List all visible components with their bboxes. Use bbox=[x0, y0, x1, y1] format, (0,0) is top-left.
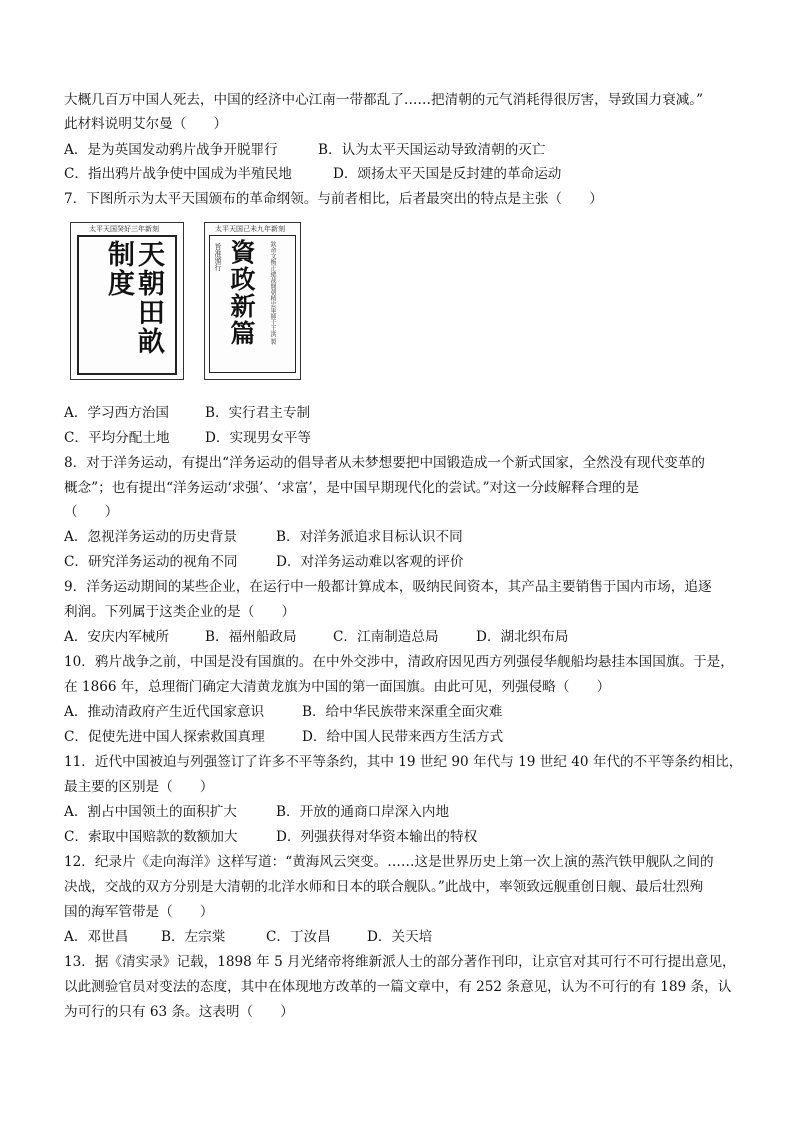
q11-option-a: A．割占中国领土的面积扩大 bbox=[64, 804, 237, 820]
q12-line2: 决战，交战的双方分别是大清朝的北洋水师和日本的联合舰队。”此战中，率领致远舰重创日舰、最后壮烈殉 bbox=[64, 879, 704, 895]
q11-option-b: B．开放的通商口岸深入内地 bbox=[276, 804, 450, 820]
q8-option-d: D．对洋务运动难以客观的评价 bbox=[276, 554, 464, 570]
q11-line2: 最主要的区别是（ ） bbox=[64, 779, 214, 795]
q12-line3: 国的海军管带是（ ） bbox=[64, 904, 214, 920]
q12-option-c: C．丁汝昌 bbox=[266, 929, 331, 945]
q12-option-b: B．左宗棠 bbox=[161, 929, 226, 945]
q9-line1: 9．洋务运动期间的某些企业，在运行中一般都计算成本，吸纳民间资本，其产品主要销售于国内市场，追逐 bbox=[64, 579, 712, 595]
book2-header: 太平天国己未九年新刻 bbox=[215, 225, 285, 233]
q8-option-a: A．忽视洋务运动的历史背景 bbox=[64, 529, 237, 545]
q8-line2: 概念”；也有提出“洋务运动‘求强’、‘求富’，是中国早期现代化的尝试。”对这一分歧解释合理的是 bbox=[64, 480, 640, 496]
q10-line1: 10．鸦片战争之前，中国是没有国旗的。在中外交涉中，清政府因见西方列强侵华舰船均悬挂本国国旗。于是， bbox=[64, 654, 734, 670]
book2-side-long-text: 欽命文衡正總裁開朝精忠軍師干王洪 製 bbox=[269, 241, 276, 345]
q12-line1: 12．纪录片《走向海洋》这样写道：“黄海风云突变。……这是世界历史上第一次上演的蒸汽铁甲舰队之间的 bbox=[64, 854, 714, 870]
q13-line2: 以此测验官员对变法的态度，其中在体现地方改革的一篇文章中，有 252 条意见，认为不可行的有 189 条，认 bbox=[64, 979, 732, 995]
book-cover-tianchao bbox=[70, 222, 184, 380]
q8-line3: （ ） bbox=[64, 504, 119, 520]
book2-title: 資政新篇 bbox=[227, 239, 256, 347]
q7-option-b: B．实行君主专制 bbox=[205, 405, 311, 421]
q11-option-c: C．索取中国赔款的数额加大 bbox=[64, 829, 238, 845]
q10-option-c: C．促使先进中国人探索救国真理 bbox=[64, 729, 265, 745]
q6-option-c: C．指出鸦片战争使中国成为半殖民地 bbox=[64, 166, 292, 182]
q6-line2: 此材料说明艾尔曼（ ） bbox=[64, 116, 228, 132]
book-cover-zizheng bbox=[204, 222, 301, 380]
q6-line1: 大概几百万中国人死去，中国的经济中心江南一带都乱了……把清朝的元气消耗得很厉害，导致国力衰减。” bbox=[64, 92, 704, 108]
book2-side-text: 旨准頒行 bbox=[214, 243, 222, 271]
q7-option-d: D．实现男女平等 bbox=[205, 430, 312, 446]
q6-option-a: A．是为英国发动鸦片战争开脱罪行 bbox=[64, 142, 278, 158]
q13-line1: 13．据《清实录》记载，1898 年 5 月光绪帝将维新派人士的部分著作刊印，让京官对其可行不可行提出意见， bbox=[64, 954, 736, 970]
book1-header: 太平天国癸好三年新刻 bbox=[89, 225, 159, 233]
q9-option-a: A．安庆内军械所 bbox=[64, 629, 169, 645]
q8-line1: 8．对于洋务运动，有提出“洋务运动的倡导者从未梦想要把中国锻造成一个新式国家，全然没有现代变革的 bbox=[64, 455, 705, 471]
q12-option-d: D．关天培 bbox=[367, 929, 433, 945]
q11-option-d: D．列强获得对华资本输出的特权 bbox=[276, 829, 478, 845]
q8-option-c: C．研究洋务运动的视角不同 bbox=[64, 554, 238, 570]
q10-option-a: A．推动清政府产生近代国家意识 bbox=[64, 704, 265, 720]
q10-line2: 在 1866 年，总理衙门确定大清黄龙旗为中国的第一面国旗。由此可见，列强侵略（ ） bbox=[64, 679, 611, 695]
q12-option-a: A．邓世昌 bbox=[64, 929, 129, 945]
q10-option-b: B．给中华民族带来深重全面灾难 bbox=[302, 704, 503, 720]
q13-line3: 为可行的只有 63 条。这表明（ ） bbox=[64, 1004, 294, 1020]
q9-option-b: B．福州船政局 bbox=[205, 629, 297, 645]
q7-stem: 7．下图所示为太平天国颁布的革命纲领。与前者相比，后者最突出的特点是主张（ ） bbox=[64, 191, 603, 207]
q6-option-b: B．认为太平天国运动导致清朝的灭亡 bbox=[318, 142, 546, 158]
q9-option-d: D．湖北织布局 bbox=[476, 629, 569, 645]
q6-option-d: D．颂扬太平天国是反封建的革命运动 bbox=[333, 166, 562, 182]
q9-option-c: C．江南制造总局 bbox=[333, 629, 439, 645]
q7-figure bbox=[70, 222, 300, 382]
q8-option-b: B．对洋务派追求目标认识不同 bbox=[276, 529, 463, 545]
q7-option-a: A．学习西方治国 bbox=[64, 405, 169, 421]
q9-line2: 利润。下列属于这类企业的是（ ） bbox=[64, 604, 296, 620]
q10-option-d: D．给中国人民带来西方生活方式 bbox=[302, 729, 504, 745]
q11-line1: 11．近代中国被迫与列强签订了许多不平等条约，其中 19 世纪 90 年代与 19 世纪 40 年代的不平等条约相比， bbox=[64, 754, 743, 770]
q7-option-c: C．平均分配土地 bbox=[64, 430, 170, 446]
book1-title: 天朝田畝制度 bbox=[103, 240, 164, 356]
